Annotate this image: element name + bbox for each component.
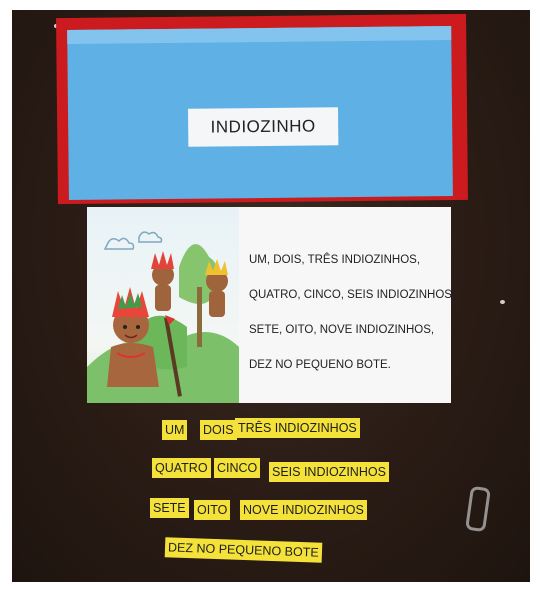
photo (12, 10, 530, 582)
poem-line-1: UM, DOIS, TRÊS INDIOZINHOS, (249, 254, 421, 266)
poem-line-3: SETE, OITO, NOVE INDIOZINHOS, (249, 324, 435, 336)
illustration (87, 207, 239, 403)
word-strip: SETE (150, 498, 189, 518)
title-card: INDIOZINHO (188, 107, 338, 147)
folder-flap (67, 26, 451, 44)
word-strip: CINCO (214, 458, 260, 478)
indigenous-children-drawing (87, 207, 239, 403)
word-strip: TRÊS INDIOZINHOS (235, 418, 360, 438)
poem-card (87, 207, 456, 403)
word-strip: OITO (194, 500, 230, 520)
paper-clip (465, 486, 491, 532)
speck (500, 300, 505, 304)
word-strip: SEIS INDIOZINHOS (269, 462, 389, 482)
word-strip: DOIS (200, 420, 237, 440)
word-strip: NOVE INDIOZINHOS (240, 500, 367, 520)
word-strip: DEZ NO PEQUENO BOTE (165, 537, 322, 562)
word-strip: UM (162, 420, 187, 440)
poem-line-4: DEZ NO PEQUENO BOTE. (249, 359, 391, 371)
word-strip: QUATRO (152, 458, 211, 478)
blue-folder (56, 14, 468, 204)
folder-face (67, 26, 453, 200)
poem-line-2: QUATRO, CINCO, SEIS INDIOZINHOS, (249, 289, 456, 301)
